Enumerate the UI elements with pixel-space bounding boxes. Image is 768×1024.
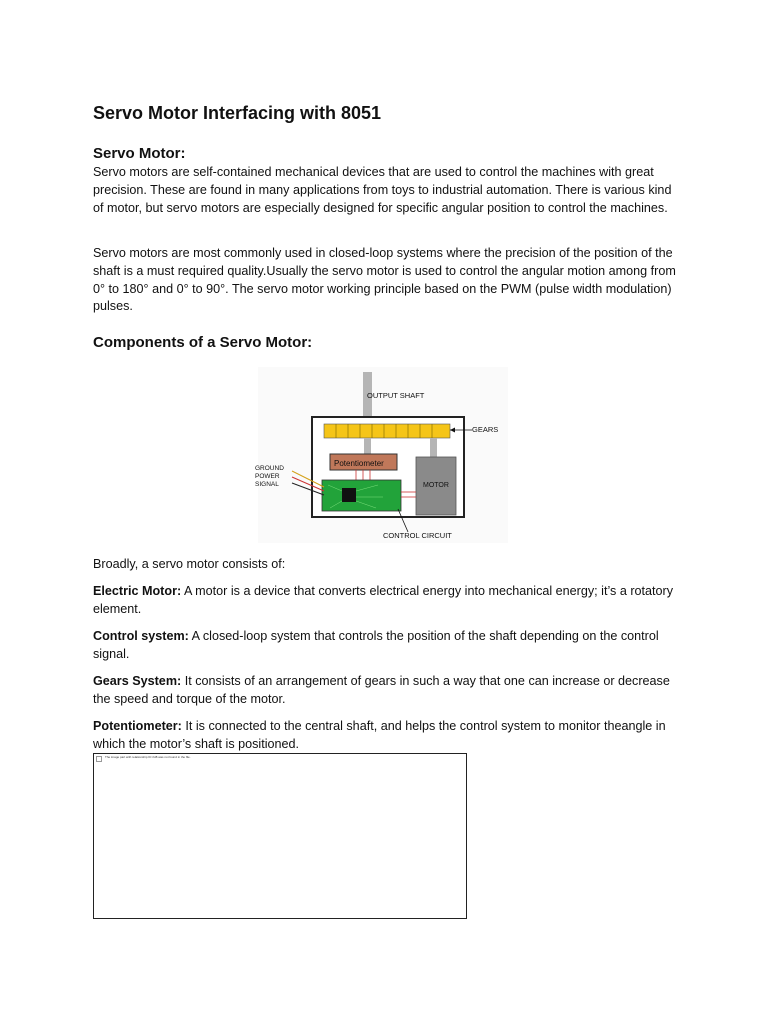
component-item-gears-system	[93, 673, 678, 709]
broken-image-icon	[96, 756, 102, 762]
component-item-electric-motor	[93, 583, 678, 619]
component-item-control-system	[93, 628, 678, 664]
inner-shaft	[364, 438, 371, 454]
broken-image-message: The image part with relationship ID rId8 was not found in the file.	[105, 755, 191, 759]
component-term: Potentiometer:	[93, 719, 182, 733]
broken-image-placeholder	[93, 753, 467, 919]
gears-bar	[324, 424, 450, 438]
gears-label: GEARS	[472, 425, 499, 434]
section-heading-servo-motor: Servo Motor:	[93, 145, 186, 162]
signal-label: SIGNAL	[255, 481, 279, 488]
page-title: Servo Motor Interfacing with 8051	[93, 103, 382, 123]
servo-components-diagram	[255, 367, 508, 543]
section-heading-components: Components of a Servo Motor:	[93, 334, 313, 351]
output-shaft-label: OUTPUT SHAFT	[367, 391, 425, 400]
motor-label: MOTOR	[423, 482, 449, 489]
control-chip	[342, 488, 356, 502]
paragraph-servo-closed-loop: Servo motors are most commonly used in closed-loop systems where the precision of the position of the shaft is a must required quality.Usually the servo motor is used to control the angular motion among from 0° to 180° and 0° to 90°. The servo motor working principle based on the PWM (pulse width modulation) pulses.	[93, 246, 676, 314]
potentiometer-label: Potentiometer	[334, 459, 384, 468]
ground-label: GROUND	[255, 465, 284, 472]
component-description: A motor is a device that converts electrical energy into mechanical energy; it’s a rotatory element.	[93, 584, 674, 616]
component-item-potentiometer	[93, 718, 678, 754]
component-term: Gears System:	[93, 674, 182, 688]
component-term: Control system:	[93, 629, 189, 643]
component-description: It consists of an arrangement of gears in such a way that one can increase or decrease the speed and torque of the motor.	[93, 674, 670, 706]
control-circuit-label: CONTROL CIRCUIT	[383, 531, 452, 540]
paragraph-servo-intro: Servo motors are self-contained mechanical devices that are used to control the machines with great precision. These are found in many applications from toys to industrial automation. There is various kind of motor, but servo motors are especially designed for specific angular position to control the machines.	[93, 165, 672, 215]
component-description: It is connected to the central shaft, and helps the control system to monitor theangle in which the motor’s shaft is positioned.	[93, 719, 666, 751]
control-circuit-board	[322, 480, 401, 511]
motor-shaft	[430, 438, 437, 457]
component-description: A closed-loop system that controls the position of the shaft depending on the control signal.	[93, 629, 659, 661]
power-label: POWER	[255, 473, 280, 480]
component-term: Electric Motor:	[93, 584, 182, 598]
paragraph-components-intro: Broadly, a servo motor consists of:	[93, 557, 286, 571]
